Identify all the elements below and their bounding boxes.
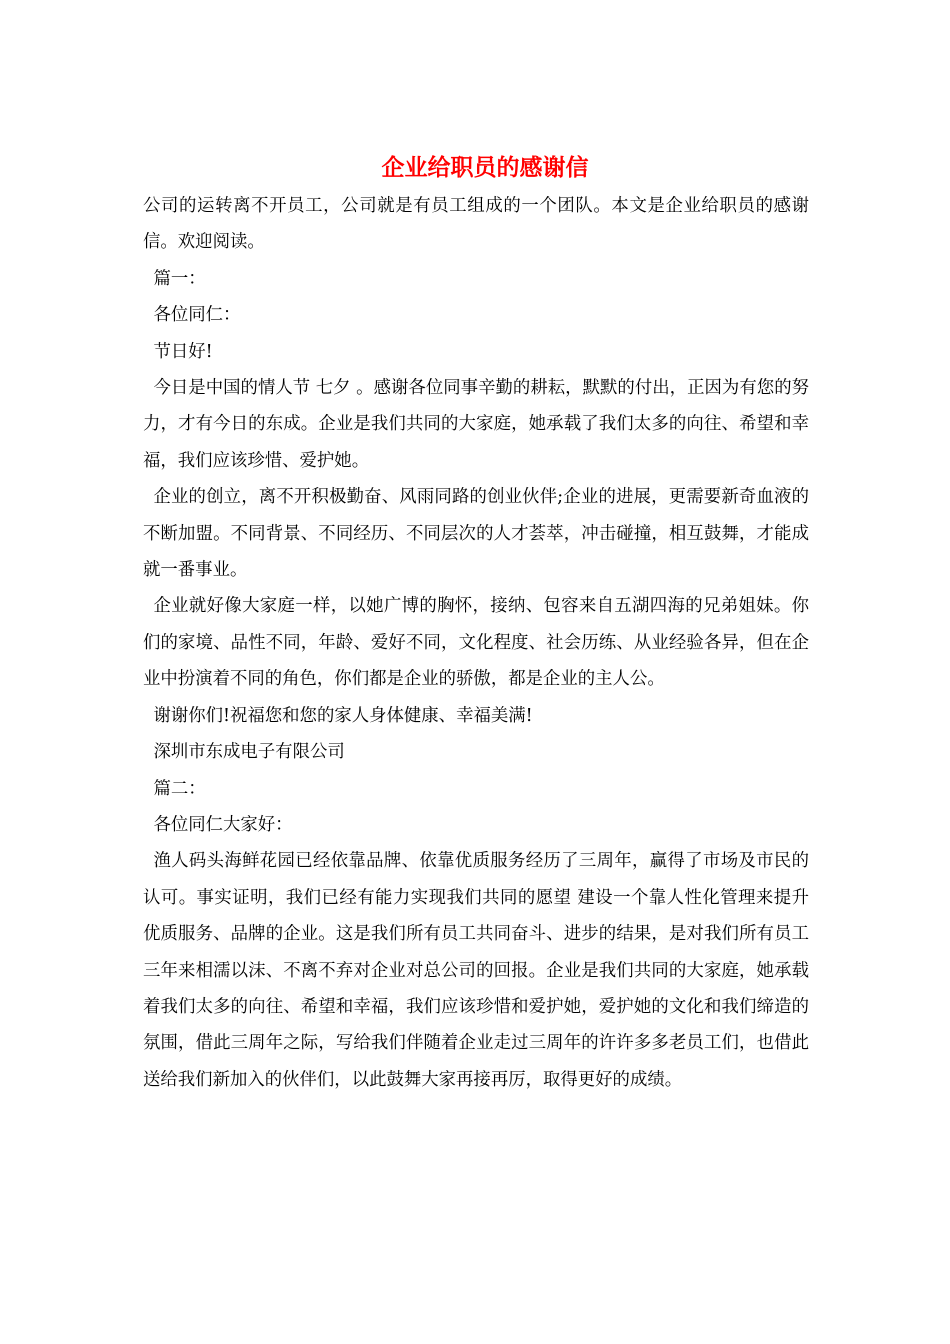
signature-company: 深圳市东成电子有限公司: [153, 742, 345, 763]
section-one-heading: 篇一：: [153, 268, 206, 289]
greeting-line: 节日好!: [153, 341, 213, 362]
body-paragraph: 今日是中国的情人节 七夕 。感谢各位同事辛勤的耕耘，默默的付出，正因为有您的努力，才有今日的东成。企业是我们共同的大家庭，她承载了我们太多的向往、希望和幸福，我们应该珍惜、爱护她。: [143, 378, 809, 471]
closing-wishes: 谢谢你们!祝福您和您的家人身体健康、幸福美满!: [153, 705, 533, 726]
body-paragraph: 企业的创立，离不开积极勤奋、风雨同路的创业伙伴;企业的进展，更需要新奇血液的不断加盟。不同背景、不同经历、不同层次的人才荟萃，冲击碰撞，相互鼓舞，才能成就一番事业。: [143, 487, 809, 581]
document-title: 企业给职员的感谢信: [381, 154, 589, 181]
section-two-heading: 篇二：: [153, 778, 206, 799]
document-page: [143, 148, 809, 1098]
body-paragraph: 企业就好像大家庭一样，以她广博的胸怀，接纳、包容来自五湖四海的兄弟姐妹。你们的家境、品性不同，年龄、爱好不同，文化程度、社会历练、从业经验各异，但在企业中扮演着不同的角色，你们都是企业的骄傲，都是企业的主人公。: [143, 596, 809, 690]
salutation-one: 各位同仁：: [153, 305, 241, 326]
body-paragraph: 渔人码头海鲜花园已经依靠品牌、依靠优质服务经历了三周年，赢得了市场及市民的认可。事实证明，我们已经有能力实现我们共同的愿望 建设一个靠人性化管理来提升优质服务、品牌的企业。这是我们所有员工共同奋斗、进步的结果，是对我们所有员工三年来相濡以沫、不离不弃对企业对总公司的回报。企业是我们共同的大家庭，她承载着我们太多的向往、希望和幸福，我们应该珍惜和爱护她，爱护她的文化和我们缔造的氛围，借此三周年之际，写给我们伴随着企业走过三周年的许许多多老员工们，也借此送给我们新加入的伙伴们，以此鼓舞大家再接再厉，取得更好的成绩。: [143, 851, 809, 1090]
salutation-two: 各位同仁大家好：: [153, 814, 293, 835]
intro-paragraph: 公司的运转离不开员工，公司就是有员工组成的一个团队。本文是企业给职员的感谢信。欢迎阅读。: [143, 196, 809, 253]
